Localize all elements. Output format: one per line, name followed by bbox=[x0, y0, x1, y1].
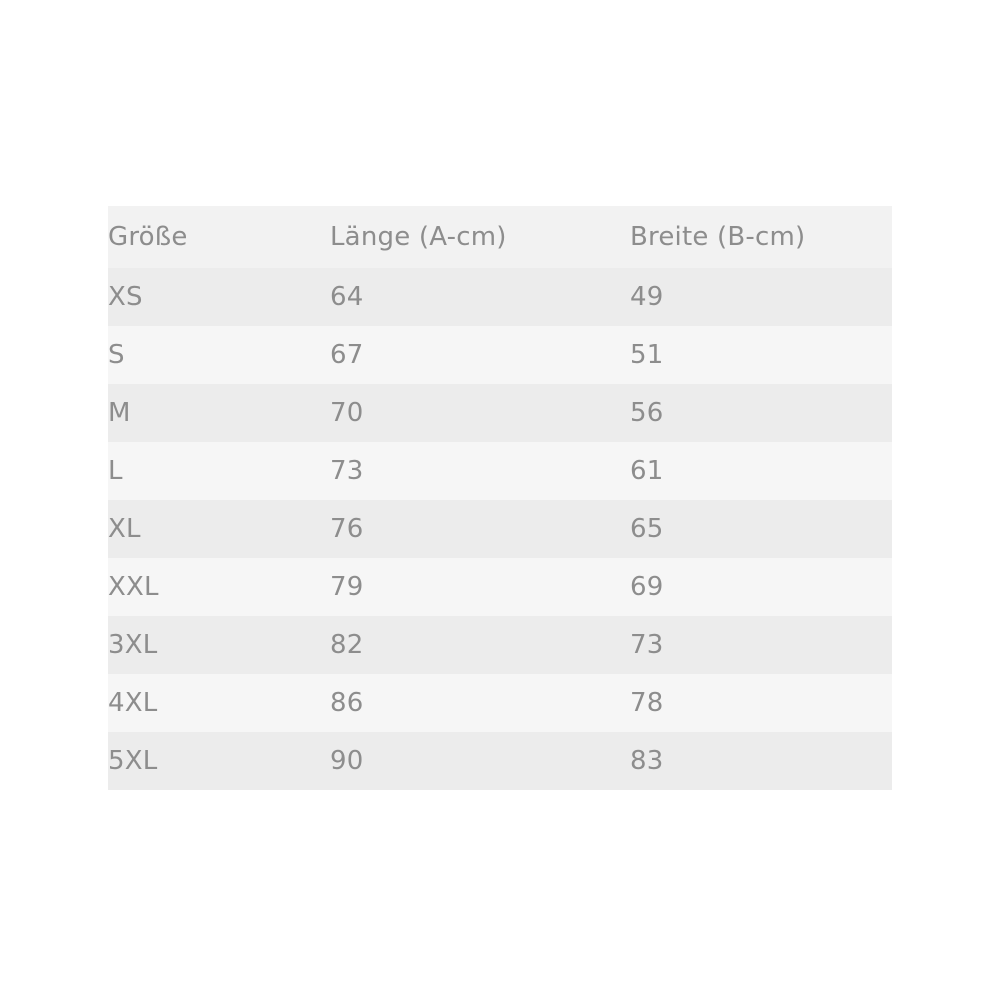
table-row bbox=[108, 674, 892, 732]
cell-length: 70 bbox=[330, 384, 630, 442]
cell-size: XXL bbox=[108, 558, 330, 616]
cell-width: 61 bbox=[630, 442, 892, 500]
table-header-row bbox=[108, 206, 892, 268]
cell-width: 51 bbox=[630, 326, 892, 384]
cell-length: 82 bbox=[330, 616, 630, 674]
cell-width: 56 bbox=[630, 384, 892, 442]
cell-length: 76 bbox=[330, 500, 630, 558]
cell-width: 73 bbox=[630, 616, 892, 674]
cell-width: 78 bbox=[630, 674, 892, 732]
cell-length: 73 bbox=[330, 442, 630, 500]
table-row bbox=[108, 732, 892, 790]
table-row bbox=[108, 558, 892, 616]
cell-size: 3XL bbox=[108, 616, 330, 674]
cell-width: 65 bbox=[630, 500, 892, 558]
column-header-size: Größe bbox=[108, 206, 330, 268]
table-row bbox=[108, 442, 892, 500]
cell-length: 90 bbox=[330, 732, 630, 790]
cell-width: 83 bbox=[630, 732, 892, 790]
cell-size: XS bbox=[108, 268, 330, 326]
cell-size: M bbox=[108, 384, 330, 442]
table-row bbox=[108, 500, 892, 558]
cell-width: 49 bbox=[630, 268, 892, 326]
table-row bbox=[108, 326, 892, 384]
table-row bbox=[108, 268, 892, 326]
column-header-width: Breite (B-cm) bbox=[630, 206, 892, 268]
cell-size: 4XL bbox=[108, 674, 330, 732]
cell-size: 5XL bbox=[108, 732, 330, 790]
cell-length: 79 bbox=[330, 558, 630, 616]
cell-length: 64 bbox=[330, 268, 630, 326]
cell-width: 69 bbox=[630, 558, 892, 616]
table-row bbox=[108, 616, 892, 674]
table-header bbox=[108, 206, 892, 268]
size-chart-table bbox=[108, 206, 892, 790]
cell-length: 86 bbox=[330, 674, 630, 732]
cell-length: 67 bbox=[330, 326, 630, 384]
cell-size: S bbox=[108, 326, 330, 384]
cell-size: XL bbox=[108, 500, 330, 558]
table-body bbox=[108, 268, 892, 790]
cell-size: L bbox=[108, 442, 330, 500]
column-header-length: Länge (A-cm) bbox=[330, 206, 630, 268]
table-row bbox=[108, 384, 892, 442]
